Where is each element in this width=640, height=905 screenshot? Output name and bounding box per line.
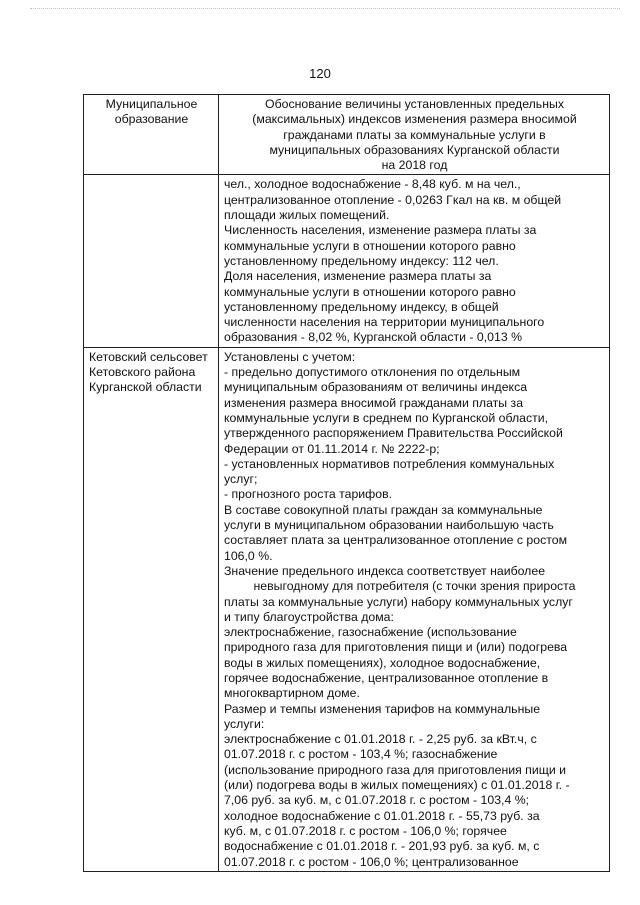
text-line: образования - 8,02 %, Курганской области - 0,013 % bbox=[224, 330, 523, 345]
text-line: коммунальные услуги в среднем по Курганской области, bbox=[224, 410, 549, 425]
text-line: установленному предельному индексу, в общей bbox=[224, 299, 499, 314]
text-line: услуги: bbox=[224, 716, 265, 731]
text-line: электроснабжение, газоснабжение (использование bbox=[224, 625, 517, 640]
municipality-cell-empty bbox=[84, 175, 219, 347]
text-line: коммунальные услуги в отношении которого равно bbox=[224, 284, 516, 299]
text-line: куб. м, с 01.07.2018 г. с ростом - 106,0 %; горячее bbox=[224, 823, 507, 838]
municipality-name-line: Кетовский сельсовет bbox=[89, 349, 208, 364]
text-line: составляет плата за централизованное отопление с ростом bbox=[224, 533, 568, 548]
text-line: горячее водоснабжение, централизованное отопление в bbox=[224, 670, 549, 685]
text-line: Доля населения, изменение размера платы за bbox=[224, 269, 492, 284]
header-text-line: на 2018 год bbox=[381, 158, 448, 173]
text-line: Размер и темпы изменения тарифов на коммунальные bbox=[224, 701, 541, 716]
table-row bbox=[84, 175, 610, 347]
text-line: - прогнозного роста тарифов. bbox=[224, 487, 393, 502]
table-header-row bbox=[84, 95, 610, 175]
text-line: (или) подогрева воды в жилых помещениях) с 01.01.2018 г. - bbox=[224, 778, 570, 793]
text-line: коммунальные услуги в отношении которого равно bbox=[224, 238, 516, 253]
text-line: услуги в муниципальном образовании наибольшую часть bbox=[224, 518, 554, 533]
text-line: услуг; bbox=[224, 472, 258, 487]
header-text-line: Обоснование величины установленных предельных bbox=[265, 97, 564, 111]
text-line: Установлены с учетом: bbox=[224, 349, 356, 364]
tariff-justification-table bbox=[83, 94, 610, 872]
header-text-line: гражданами платы за коммунальные услуги в bbox=[283, 127, 546, 142]
header-text-line: образование bbox=[114, 112, 189, 127]
header-text-line: муниципальных образованиях Курганской области bbox=[269, 142, 560, 157]
text-line: изменения размера вносимой гражданами платы за bbox=[224, 395, 524, 410]
text-line: воды в жилых помещениях), холодное водоснабжение, bbox=[224, 655, 541, 670]
municipality-cell bbox=[84, 347, 219, 871]
text-line: и типу благоустройства дома: bbox=[224, 609, 394, 624]
text-line: численности населения на территории муниципального bbox=[224, 315, 545, 330]
text-line: муниципальным образованиям от величины индекса bbox=[224, 380, 528, 395]
scan-artifact-line bbox=[30, 8, 620, 11]
text-line: многоквартирном доме. bbox=[224, 686, 360, 701]
header-text-line: Муниципальное bbox=[105, 97, 198, 111]
header-justification bbox=[219, 95, 610, 175]
text-line: 01.07.2018 г. с ростом - 106,0 %; централизованное bbox=[224, 854, 519, 869]
text-line: установленному предельному индексу: 112 чел. bbox=[224, 253, 499, 268]
text-line: - предельно допустимого отклонения по отдельным bbox=[224, 365, 521, 380]
text-line: (использование природного газа для приготовления пищи и bbox=[224, 762, 566, 777]
text-line: площади жилых помещений. bbox=[224, 208, 390, 223]
text-line: Численность населения, изменение размера платы за bbox=[224, 223, 537, 238]
header-municipality bbox=[84, 95, 219, 175]
text-line: утвержденного распоряжением Правительства Российской bbox=[224, 426, 563, 441]
page-number: 120 bbox=[309, 66, 331, 81]
table-row bbox=[84, 347, 610, 871]
text-line: 7,06 руб. за куб. м, с 01.07.2018 г. с ростом - 103,4 %; bbox=[224, 793, 530, 808]
text-line: водоснабжение с 01.01.2018 г. - 201,93 руб. за куб. м, с bbox=[224, 839, 540, 854]
text-line: 01.07.2018 г. с ростом - 103,4 %; газоснабжение bbox=[224, 747, 498, 762]
text-line: Федерации от 01.11.2014 г. № 2222-р; bbox=[224, 441, 440, 456]
text-line: В составе совокупной платы граждан за коммунальные bbox=[224, 502, 543, 517]
text-line: централизованное отопление - 0,0263 Гкал на кв. м общей bbox=[224, 192, 562, 207]
text-line: Значение предельного индекса соответствует наиболее bbox=[224, 563, 546, 578]
text-line: платы за коммунальные услуги) набору коммунальных услуг bbox=[224, 594, 573, 609]
header-text-line: (максимальных) индексов изменения размера вносимой bbox=[252, 112, 577, 127]
text-line: 106,0 %. bbox=[224, 548, 273, 563]
municipality-name-line: Кетовского района bbox=[89, 365, 196, 380]
justification-cell bbox=[219, 347, 610, 871]
text-line: природного газа для приготовления пищи и (или) подогрева bbox=[224, 640, 568, 655]
municipality-name-line: Курганской области bbox=[89, 380, 202, 395]
text-line: холодное водоснабжение с 01.01.2018 г. - 55,73 руб. за bbox=[224, 808, 540, 823]
justification-cell bbox=[219, 175, 610, 347]
text-line: невыгодному для потребителя (с точки зрения прироста bbox=[253, 579, 576, 594]
text-line: - установленных нормативов потребления коммунальных bbox=[224, 456, 555, 471]
text-line: электроснабжение с 01.01.2018 г. - 2,25 руб. за кВт.ч, с bbox=[224, 732, 537, 747]
text-line: чел., холодное водоснабжение - 8,48 куб. м на чел., bbox=[224, 177, 521, 192]
